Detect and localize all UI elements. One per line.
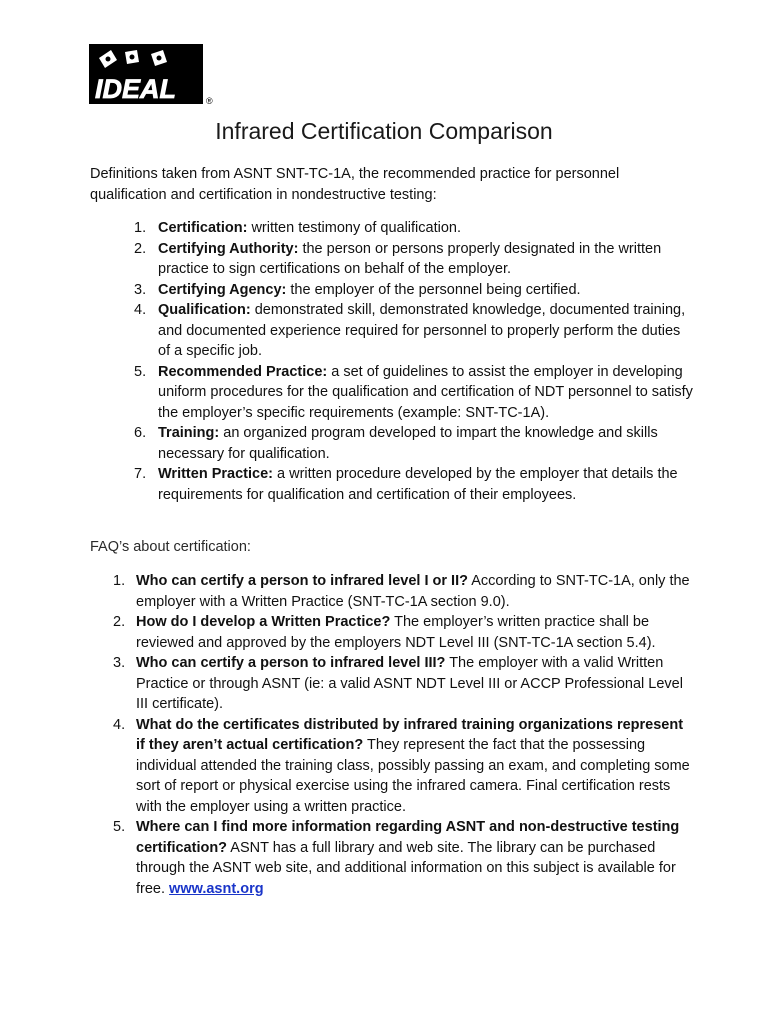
faq-answer: They represent the fact that the possessing individual attended the training class, possibly passing an exam, and completing some sort of report or physical exercise using the infrared camera. Final certification rests with the employer using a written practice.	[136, 737, 690, 815]
definition-text: a set of guidelines to assist the employer in developing uniform procedures for the qualification and certification of NDT personnel to satisfy the employer’s specific requirements (example: SNT-TC-1A).	[158, 363, 693, 421]
definition-term: Certifying Authority:	[158, 240, 299, 257]
faq-item	[113, 653, 695, 715]
faq-question: Who can certify a person to infrared level I or II?	[136, 573, 468, 589]
definition-item	[134, 300, 694, 362]
definition-text: a written procedure developed by the employer that details the requirements for qualification and certification of their employees.	[158, 466, 678, 503]
item-number: 1.	[134, 220, 147, 236]
asnt-link[interactable]: www.asnt.org	[169, 880, 264, 897]
definition-term: Written Practice:	[158, 466, 273, 482]
faq-answer: The employer with a valid Written Practice or through ASNT (ie: a valid ASNT NDT Level III or ACCP Professional Level III certificate).	[136, 655, 683, 712]
faq-question: Who can certify a person to infrared level III?	[136, 655, 446, 671]
faq-answer: According to SNT-TC-1A, only the employer with a Written Practice (SNT-TC-1A section 9.0).	[136, 573, 690, 610]
definition-term: Training:	[158, 425, 220, 441]
definition-text: written testimony of qualification.	[251, 220, 461, 236]
item-number: 4.	[134, 302, 147, 318]
definition-item	[134, 464, 694, 505]
item-number: 3.	[113, 655, 126, 671]
faq-item	[113, 571, 695, 612]
definition-term: Certification:	[158, 220, 248, 236]
faq-heading: FAQ’s about certification:	[90, 539, 251, 555]
faq-list	[113, 571, 695, 899]
definition-item	[134, 280, 694, 301]
definition-item	[134, 218, 694, 239]
item-number: 2.	[113, 614, 126, 630]
item-number: 2.	[134, 240, 147, 257]
definition-item	[134, 423, 694, 464]
definition-text: demonstrated skill, demonstrated knowledge, documented training, and documented experience required for personnel to properly perform the duties of a specific job.	[158, 302, 686, 359]
page-title: Infrared Certification Comparison	[215, 118, 553, 144]
ideal-logo-graphic	[89, 44, 219, 108]
faq-question: What do the certificates distributed by infrared training organizations represent if they aren’t actual certification?	[136, 716, 684, 753]
item-number: 3.	[134, 281, 147, 298]
item-number: 1.	[113, 573, 126, 589]
intro-paragraph: Definitions taken from ASNT SNT-TC-1A, the recommended practice for personnel qualification and certification in nondestructive testing:	[90, 166, 620, 203]
faq-answer: The employer’s written practice shall be reviewed and approved by the employers NDT Level III (SNT-TC-1A section 5.4).	[136, 614, 656, 651]
item-number: 5.	[113, 819, 126, 835]
item-number: 4.	[113, 716, 126, 733]
logo-text: IDEAL	[95, 74, 176, 104]
definitions-list	[134, 218, 694, 505]
faq-item	[113, 817, 695, 899]
ideal-logo	[89, 44, 219, 108]
definition-term: Recommended Practice:	[158, 363, 328, 380]
definition-text: the employer of the personnel being certified.	[290, 281, 581, 298]
faq-item	[113, 715, 695, 818]
item-number: 7.	[134, 466, 147, 482]
faq-item	[113, 612, 695, 653]
item-number: 6.	[134, 425, 147, 441]
faq-answer: ASNT has a full library and web site. The library can be purchased through the ASNT web site, and additional information on this subject is available for free.	[136, 839, 676, 897]
faq-question: Where can I find more information regarding ASNT and non-destructive testing certification?	[136, 819, 680, 856]
registered-mark: ®	[206, 96, 213, 106]
definition-text: an organized program developed to impart the knowledge and skills necessary for qualification.	[158, 425, 658, 462]
item-number: 5.	[134, 363, 147, 380]
definition-term: Qualification:	[158, 302, 251, 318]
definition-term: Certifying Agency:	[158, 281, 287, 298]
definition-item	[134, 362, 694, 424]
faq-question: How do I develop a Written Practice?	[136, 614, 391, 630]
definition-text: the person or persons properly designated in the written practice to sign certifications on behalf of the employer.	[158, 240, 662, 277]
definition-item	[134, 239, 694, 280]
